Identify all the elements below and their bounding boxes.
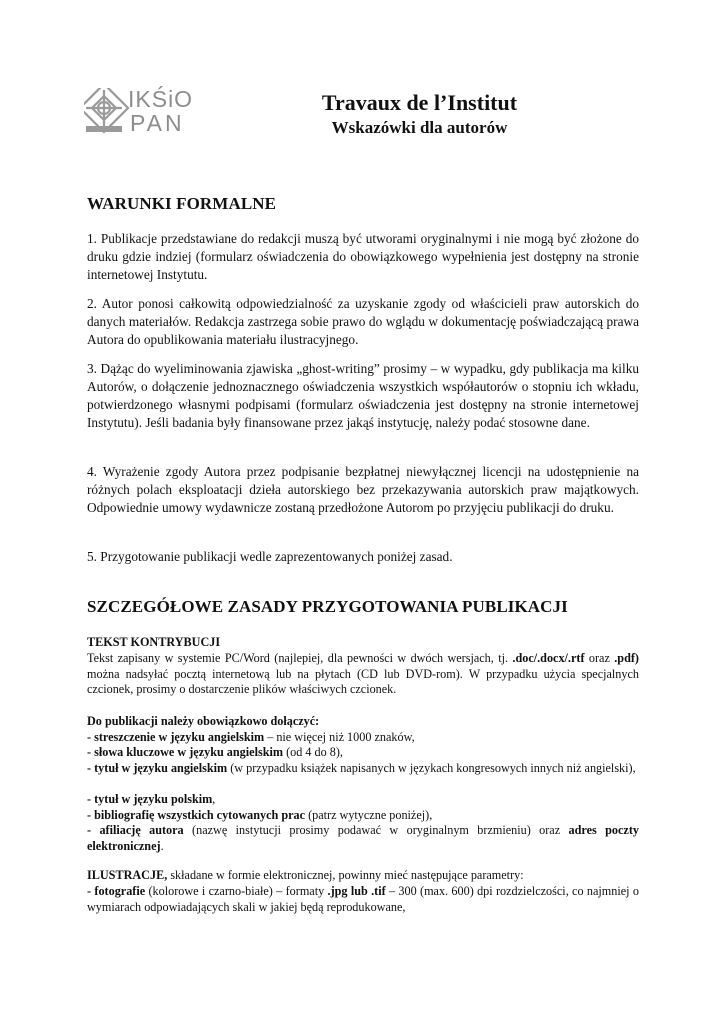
paragraph-text-contribution: Tekst zapisany w systemie PC/Word (najlepiej, dla pewności w dwóch wersjach, tj. .doc/.docx/.rtf oraz .pdf) można nadsyłać pocztą internetową lub na płytach (CD lub DVD-rom). W przypadku użycia specjalnych czcionek, prosimy o dostarczenie plików właściwych czcionek. — [87, 651, 639, 697]
list-item-keywords: - słowa kluczowe w języku angielskim (od 4 do 8), — [87, 745, 343, 759]
paragraph-5: 5. Przygotowanie publikacji wedle zaprezentowanych poniżej zasad. — [87, 549, 453, 564]
section-heading-formal: WARUNKI FORMALNE — [87, 194, 277, 213]
document-title: Travaux de l’Institut — [321, 90, 518, 115]
list-item-bibliography: - bibliografię wszystkich cytowanych prac (patrz wytyczne poniżej), — [87, 808, 433, 822]
list-item-title-english: - tytuł w języku angielskim (w przypadku książek napisanych w językach kongresowych innych niż angielski), — [87, 761, 636, 775]
list-item-photographs: - fotografie (kolorowe i czarno-białe) – formaty .jpg lub .tif – 300 (max. 600) dpi rozdzielczości, co najmniej o wymiarach odpowiadających skali w jakiej będą reprodukowane, — [87, 884, 639, 914]
paragraph-2: 2. Autor ponosi całkowitą odpowiedzialność za uzyskanie zgody od właścicieli praw autorskich do danych materiałów. Redakcja zastrzega sobie prawo do wglądu w dokumentację poświadczającą prawa Autora do opublikowania materiału ilustracyjnego. — [87, 296, 639, 347]
subheading-attachments: Do publikacji należy obowiązkowo dołączyć: — [87, 714, 320, 728]
section-heading-detailed: SZCZEGÓŁOWE ZASADY PRZYGOTOWANIA PUBLIKACJI — [87, 597, 568, 616]
institute-logo — [84, 88, 214, 136]
paragraph-illustrations: ILUSTRACJE, składane w formie elektronicznej, powinny mieć następujące parametry: — [87, 868, 524, 882]
logo-text-bottom: PAN — [130, 110, 185, 136]
subheading-text-contribution: TEKST KONTRYBUCJI — [87, 635, 221, 649]
logo-text-top: IKŚiO — [128, 86, 194, 112]
document-subtitle: Wskazówki dla autorów — [331, 118, 508, 137]
paragraph-4: 4. Wyrażenie zgody Autora przez podpisanie bezpłatnej niewyłącznej licencji na udostępnienie na różnych polach eksploatacji dzieła autorskiego bez przekazywania autorskich praw majątkowych. Odpowiednie umowy wydawnicze zostaną przedłożone Autorom po przyjęciu publikacji do druku. — [87, 464, 639, 515]
list-item-abstract: - streszczenie w języku angielskim – nie więcej niż 1000 znaków, — [87, 730, 415, 744]
list-item-title-polish: - tytuł w języku polskim, — [87, 792, 216, 806]
list-item-affiliation: - afiliację autora (nazwę instytucji prosimy podawać w oryginalnym brzmieniu) oraz adres poczty elektronicznej. — [87, 823, 639, 853]
paragraph-1: 1. Publikacje przedstawiane do redakcji muszą być utworami oryginalnymi i nie mogą być złożone do druku gdzie indziej (formularz oświadczenia do obowiązkowego wypełnienia jest dostępny na stronie internetowej Instytutu. — [87, 231, 639, 282]
paragraph-3: 3. Dążąc do wyeliminowania zjawiska „ghost-writing” prosimy – w wypadku, gdy publikacja ma kilku Autorów, o dołączenie jednoznacznego oświadczenia wszystkich współautorów o stopniu ich wkładu, potwierdzonego własnymi podpisami (formularz oświadczenia jest dostępny na stronie internetowej Instytutu). Jeśli badania były finansowane przez jakąś instytucję, należy podać stosowne dane. — [87, 361, 639, 430]
